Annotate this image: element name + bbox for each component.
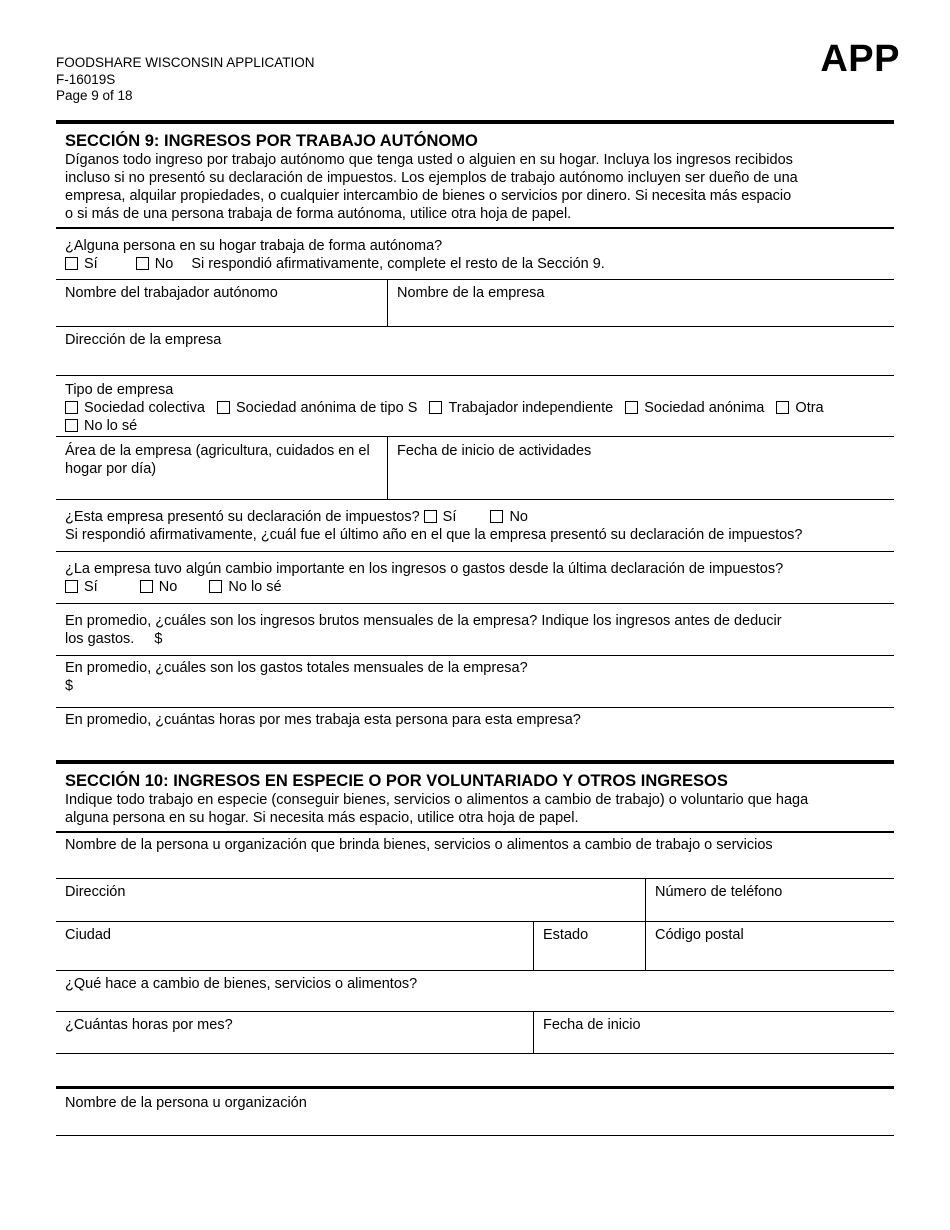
option-label: No: [158, 579, 178, 595]
exchange-field[interactable]: [56, 971, 894, 1011]
city-row: [56, 921, 894, 970]
checkbox[interactable]: [209, 580, 222, 593]
checkbox[interactable]: [65, 401, 78, 414]
change-no-option[interactable]: [140, 578, 178, 596]
type-s-corp-option[interactable]: [217, 399, 417, 417]
monthly-hours-field[interactable]: [56, 1012, 533, 1053]
section-9: [56, 120, 894, 759]
section-10: [56, 760, 894, 1054]
business-name-label: Nombre de la empresa: [397, 285, 545, 301]
intro-line: Indique todo trabajo en especie (conseguir bienes, servicios o alimentos a cambio de trabajo) o voluntario que haga: [65, 792, 809, 808]
business-address-label: Dirección de la empresa: [65, 332, 222, 348]
start-label: Fecha de inicio: [543, 1017, 641, 1033]
intro-line: alguna persona en su hogar. Si necesita más espacio, utilice otra hoja de papel.: [65, 810, 579, 826]
section-9-title: SECCIÓN 9: INGRESOS POR TRABAJO AUTÓNOMO: [65, 132, 478, 150]
hours-start-row: [56, 1011, 894, 1054]
change-si-option[interactable]: [65, 578, 98, 596]
business-area-label: Área de la empresa (agricultura, cuidados en el hogar por día): [65, 443, 370, 477]
tax-return-si-option[interactable]: [424, 508, 457, 526]
option-label: Trabajador independiente: [448, 400, 614, 416]
city-field[interactable]: [56, 922, 533, 970]
page-number: Page 9 of 18: [56, 88, 133, 103]
state-label: Estado: [543, 927, 589, 943]
intro-line: empresa, alquilar propiedades, o cualquier intercambio de bienes o servicios por dinero. Si necesita más espacio: [65, 188, 792, 204]
tax-return-question: ¿Esta empresa presentó su declaración de impuestos?: [65, 509, 420, 525]
checkbox[interactable]: [776, 401, 789, 414]
expenses-row: [56, 655, 894, 707]
checkbox[interactable]: [424, 510, 437, 523]
dollar-sign: $: [65, 678, 74, 694]
self-employed-si-option[interactable]: [65, 255, 98, 273]
checkbox[interactable]: [625, 401, 638, 414]
area-date-row: [56, 436, 894, 499]
option-label: No lo sé: [228, 579, 282, 595]
start-field[interactable]: [533, 1012, 894, 1053]
checkbox[interactable]: [65, 419, 78, 432]
type-anonima-option[interactable]: [625, 399, 764, 417]
option-label: No: [509, 509, 528, 525]
option-label: Sociedad anónima: [644, 400, 765, 416]
start-date-label: Fecha de inicio de actividades: [397, 443, 592, 459]
expenses-field[interactable]: [56, 656, 894, 707]
change-no-se-option[interactable]: [209, 578, 281, 596]
tax-year-question: Si respondió afirmativamente, ¿cuál fue el último año en el que la empresa presentó su declaración de impuestos?: [65, 527, 803, 543]
intro-line: incluso si no presentó su declaración de impuestos. Los ejemplos de trabajo autónomo incluyen ser dueño de una: [65, 170, 798, 186]
exchange-row: [56, 970, 894, 1011]
address-field[interactable]: [56, 879, 645, 921]
gross-income-row: [56, 603, 894, 655]
address-phone-row: [56, 878, 894, 921]
gross-income-field[interactable]: [56, 604, 894, 655]
phone-field[interactable]: [645, 879, 894, 921]
section-10-title: SECCIÓN 10: INGRESOS EN ESPECIE O POR VOLUNTARIADO Y OTROS INGRESOS: [65, 772, 728, 790]
hours-row: [56, 707, 894, 759]
section-9-intro: [56, 151, 894, 227]
self-employed-note: Si respondió afirmativamente, complete el resto de la Sección 9.: [191, 256, 605, 272]
gross-income-question: En promedio, ¿cuáles son los ingresos brutos mensuales de la empresa? Indique los ingresos antes de deducir: [65, 613, 782, 629]
checkbox[interactable]: [429, 401, 442, 414]
type-otra-option[interactable]: [776, 399, 823, 417]
address-label: Dirección: [65, 884, 126, 900]
form-number: F-16019S: [56, 71, 116, 87]
expenses-question: En promedio, ¿cuáles son los gastos totales mensuales de la empresa?: [65, 660, 528, 676]
state-field[interactable]: [533, 922, 645, 970]
zip-label: Código postal: [655, 927, 744, 943]
next-block: [56, 1086, 894, 1136]
self-employed-row: [56, 227, 894, 279]
business-area-field[interactable]: [56, 437, 387, 499]
checkbox[interactable]: [140, 580, 153, 593]
type-independiente-option[interactable]: [429, 399, 613, 417]
worker-name-field[interactable]: [56, 280, 387, 326]
provider-field[interactable]: [56, 833, 894, 878]
person-org-row: [56, 1086, 894, 1136]
tax-return-no-option[interactable]: [490, 508, 528, 526]
dollar-sign: $: [154, 631, 163, 647]
section-10-header: [56, 760, 894, 831]
provider-row: [56, 831, 894, 878]
hours-question: En promedio, ¿cuántas horas por mes trabaja esta persona para esta empresa?: [65, 712, 581, 728]
person-org-label: Nombre de la persona u organización: [65, 1095, 307, 1111]
option-label: Sí: [442, 509, 457, 525]
worker-name-label: Nombre del trabajador autónomo: [65, 285, 278, 301]
intro-line: Díganos todo ingreso por trabajo autónomo que tenga usted o alguien en su hogar. Incluya los ingresos recibidos: [65, 152, 793, 168]
intro-line: o si más de una persona trabaja de forma autónoma, utilice otra hoja de papel.: [65, 206, 572, 222]
self-employed-no-option[interactable]: [136, 255, 174, 273]
section-9-header: [56, 120, 894, 227]
section-10-intro: [56, 791, 894, 831]
checkbox[interactable]: [65, 580, 78, 593]
phone-label: Número de teléfono: [655, 884, 783, 900]
monthly-hours-label: ¿Cuántas horas por mes?: [65, 1017, 233, 1033]
exchange-label: ¿Qué hace a cambio de bienes, servicios o alimentos?: [65, 976, 418, 992]
business-type-row: [56, 375, 894, 436]
income-change-question: ¿La empresa tuvo algún cambio importante en los ingresos o gastos desde la última declaración de impuestos?: [65, 561, 784, 577]
tax-return-row: [56, 499, 894, 551]
option-label: Otra: [795, 400, 824, 416]
option-label: No lo sé: [84, 418, 138, 434]
type-no-se-option[interactable]: [65, 417, 137, 435]
names-row: [56, 279, 894, 326]
self-employed-no-checkbox[interactable]: [136, 257, 149, 270]
person-org-field[interactable]: [56, 1089, 894, 1135]
hours-field[interactable]: [56, 708, 894, 759]
option-label: Sociedad anónima de tipo S: [235, 400, 418, 416]
business-name-field[interactable]: [387, 280, 894, 326]
option-label: No: [154, 256, 174, 272]
option-label: Sí: [84, 256, 98, 272]
city-label: Ciudad: [65, 927, 111, 943]
business-type-label: Tipo de empresa: [65, 382, 174, 398]
business-address-row: [56, 326, 894, 375]
provider-label: Nombre de la persona u organización que brinda bienes, servicios o alimentos a cambio de trabajo o servicios: [65, 837, 773, 853]
self-employed-si-checkbox[interactable]: [65, 257, 78, 270]
app-badge: APP: [820, 38, 900, 80]
start-date-field[interactable]: [387, 437, 894, 499]
form-header: [56, 55, 315, 105]
option-label: Sociedad colectiva: [84, 400, 205, 416]
gross-income-question-cont: los gastos.: [65, 631, 135, 647]
income-change-row: [56, 551, 894, 603]
form-title: FOODSHARE WISCONSIN APPLICATION: [56, 55, 315, 70]
checkbox[interactable]: [490, 510, 503, 523]
business-address-field[interactable]: [56, 327, 894, 375]
checkbox[interactable]: [217, 401, 230, 414]
option-label: Sí: [84, 579, 98, 595]
zip-field[interactable]: [645, 922, 894, 970]
type-colectiva-option[interactable]: [65, 399, 205, 417]
self-employed-question: ¿Alguna persona en su hogar trabaja de forma autónoma?: [65, 238, 443, 254]
